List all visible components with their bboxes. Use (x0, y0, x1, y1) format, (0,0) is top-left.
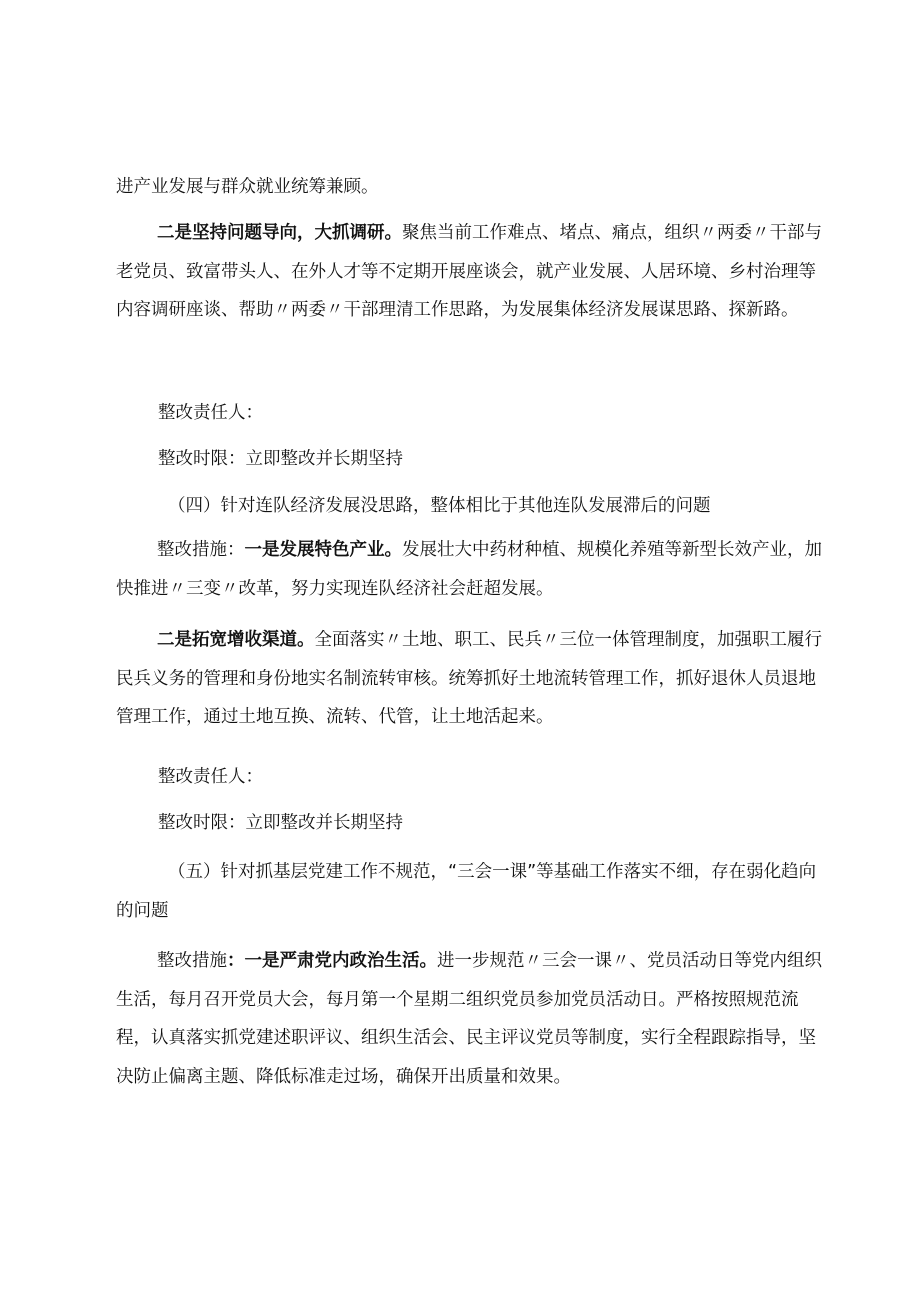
paragraph-text: 全面落实〃土地、职工、民兵〃三位一体管理制度，加强职工履行民兵义务的管理和身份地实名制流转审核。统筹抓好土地流转管理工作，抓好退休人员退地管理工作，通过土地互换、流转、代管，让土地活起来。 (116, 630, 822, 727)
paragraph-heading: 二是坚持问题导向，大抓调研。 (157, 223, 402, 243)
paragraph-research (116, 214, 831, 330)
section-4-title: （四）针对连队经济发展没思路，整体相比于其他连队发展滞后的问题 (168, 496, 711, 516)
paragraph-heading: 二是拓宽增收渠道。 (157, 630, 315, 650)
paragraph-text: 聚焦当前工作难点、堵点、痛点，组织〃两委〃干部与老党员、致富带头人、在外人才等不定期开展座谈会，就产业发展、人居环境、乡村治理等内容调研座谈、帮助〃两委〃干部理清工作思路，为发展集体经济发展谋思路、探新路。 (116, 223, 822, 320)
section-title-text: （五）针对抓基层党建工作不规范，“三会一课”等基础工作落实不细，存在弱化趋向的问题 (116, 862, 817, 921)
paragraph-heading: 一是发展特色产业。 (244, 540, 402, 560)
paragraph-prefix: 整改措施 (157, 951, 227, 971)
paragraph-text: 进一步规范〃三会一课〃、党员活动日等党内组织生活，每月召开党员大会，每月第一个星期二组织党员参加党员活动日。严格按照规范流程，认真落实抓党建述职评议、组织生活会、民主评议党员等制度，实行全程跟踪指导，坚决防止偏离主题、降低标准走过场，确保开出质量和效果。 (116, 951, 822, 1087)
paragraph-measures-5 (116, 942, 831, 1096)
deadline-2: 整改时限：立即整改并长期坚持 (158, 813, 403, 833)
paragraph-continuation (116, 168, 831, 207)
section-5-title (116, 853, 831, 930)
paragraph-prefix: 整改措施： (157, 540, 245, 560)
paragraph-text: 发展壮大中药材种植、规模化养殖等新型长效产业，加快推进〃三变〃改革，努力实现连队经济社会赶超发展。 (116, 540, 822, 599)
paragraph-income (116, 621, 831, 737)
paragraph-measures-4 (116, 531, 831, 608)
deadline-1: 整改时限：立即整改并长期坚持 (158, 449, 403, 469)
paragraph-heading: ：一是严肃党内政治生活。 (227, 951, 437, 971)
paragraph-text: 进产业发展与群众就业统筹兼顾。 (116, 177, 379, 197)
responsible-person-1: 整改责任人： (158, 403, 263, 423)
responsible-person-2: 整改责任人： (158, 767, 263, 787)
